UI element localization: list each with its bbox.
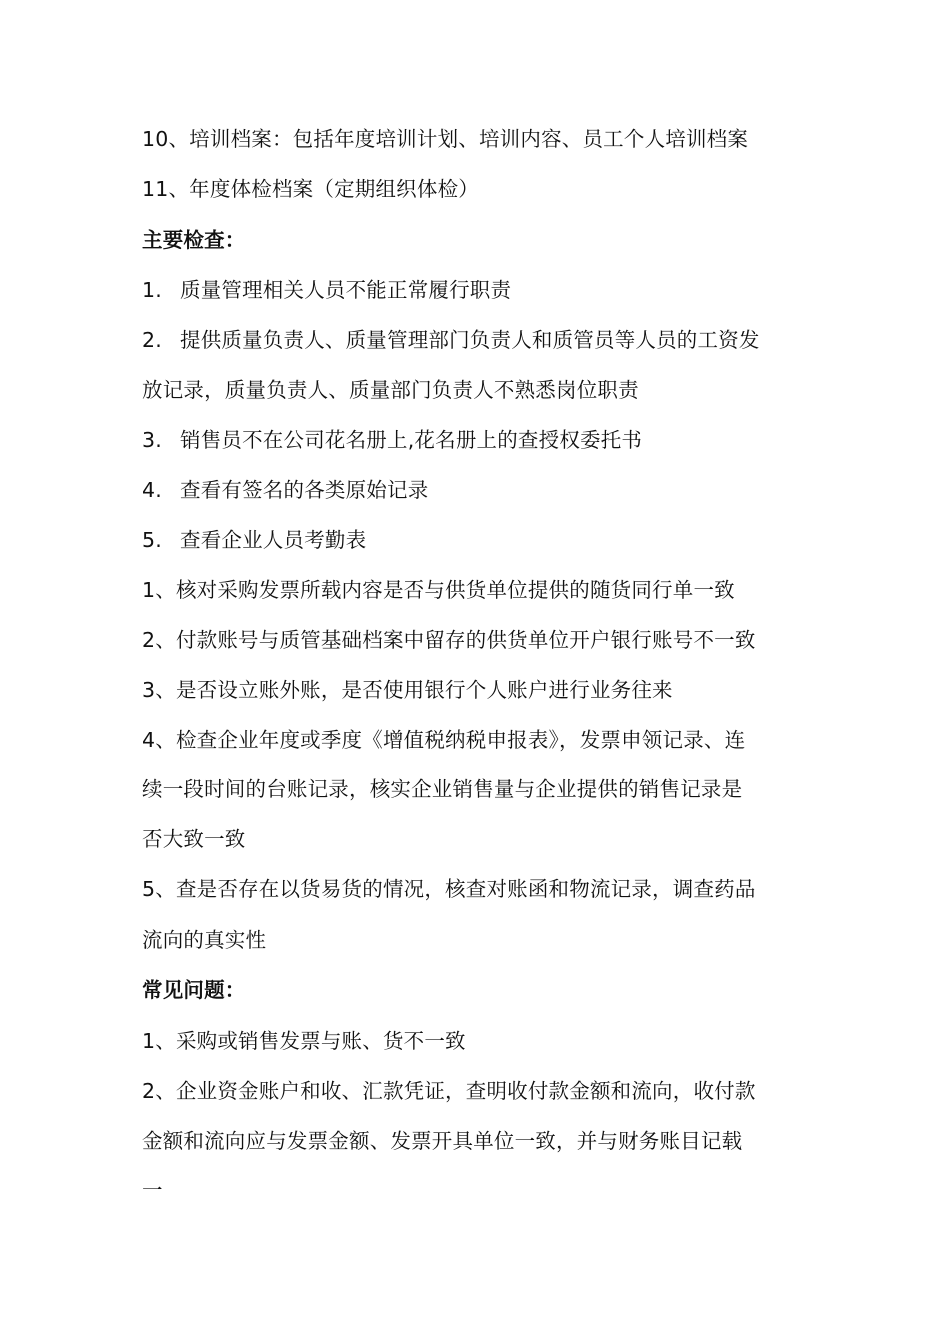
intro-item-10: 10、培训档案：包括年度培训计划、培训内容、员工个人培训档案 (142, 127, 749, 151)
item-number: 5. (142, 528, 162, 552)
item-text: 查看有签名的各类原始记录 (180, 478, 429, 502)
intro-item-11: 11、年度体检档案（定期组织体检） (142, 177, 479, 201)
issue-item-1: 1、采购或销售发票与账、货不一致 (142, 1029, 466, 1053)
check-item-5: 5、查是否存在以货易货的情况，核查对账函和物流记录，调查药品 (142, 877, 756, 901)
numbered-item-2-cont: 放记录，质量负责人、质量部门负责人不熟悉岗位职责 (142, 378, 639, 402)
item-text: 销售员不在公司花名册上,花名册上的查授权委托书 (180, 428, 643, 452)
issue-item-2-cont-2: 一 (142, 1178, 163, 1202)
item-number: 4. (142, 478, 162, 502)
check-item-4-cont-1: 续一段时间的台账记录，核实企业销售量与企业提供的销售记录是 (142, 777, 743, 801)
check-item-5-cont: 流向的真实性 (142, 928, 267, 952)
numbered-item-1 (142, 275, 822, 305)
check-item-1: 1、核对采购发票所载内容是否与供货单位提供的随货同行单一致 (142, 578, 735, 602)
check-item-3: 3、是否设立账外账，是否使用银行个人账户进行业务往来 (142, 678, 673, 702)
check-item-4-cont-2: 否大致一致 (142, 827, 246, 851)
common-issues-heading: 常见问题： (142, 978, 246, 1002)
check-item-2: 2、付款账号与质管基础档案中留存的供货单位开户银行账号不一致 (142, 628, 756, 652)
issue-item-2-cont-1: 金额和流向应与发票金额、发票开具单位一致，并与财务账目记载 (142, 1129, 743, 1153)
item-number: 1. (142, 278, 162, 302)
item-number: 3. (142, 428, 162, 452)
issue-item-2: 2、企业资金账户和收、汇款凭证，查明收付款金额和流向，收付款 (142, 1079, 756, 1103)
check-item-4: 4、检查企业年度或季度《增值税纳税申报表》，发票申领记录、连 (142, 728, 746, 752)
main-check-heading: 主要检查： (142, 228, 246, 252)
item-number: 2. (142, 328, 162, 352)
numbered-item-4 (142, 475, 822, 505)
item-text: 质量管理相关人员不能正常履行职责 (180, 278, 512, 302)
numbered-item-5 (142, 525, 822, 555)
item-text: 提供质量负责人、质量管理部门负责人和质管员等人员的工资发 (180, 328, 760, 352)
item-text: 查看企业人员考勤表 (180, 528, 367, 552)
numbered-item-2 (142, 325, 822, 355)
numbered-item-3 (142, 425, 822, 455)
